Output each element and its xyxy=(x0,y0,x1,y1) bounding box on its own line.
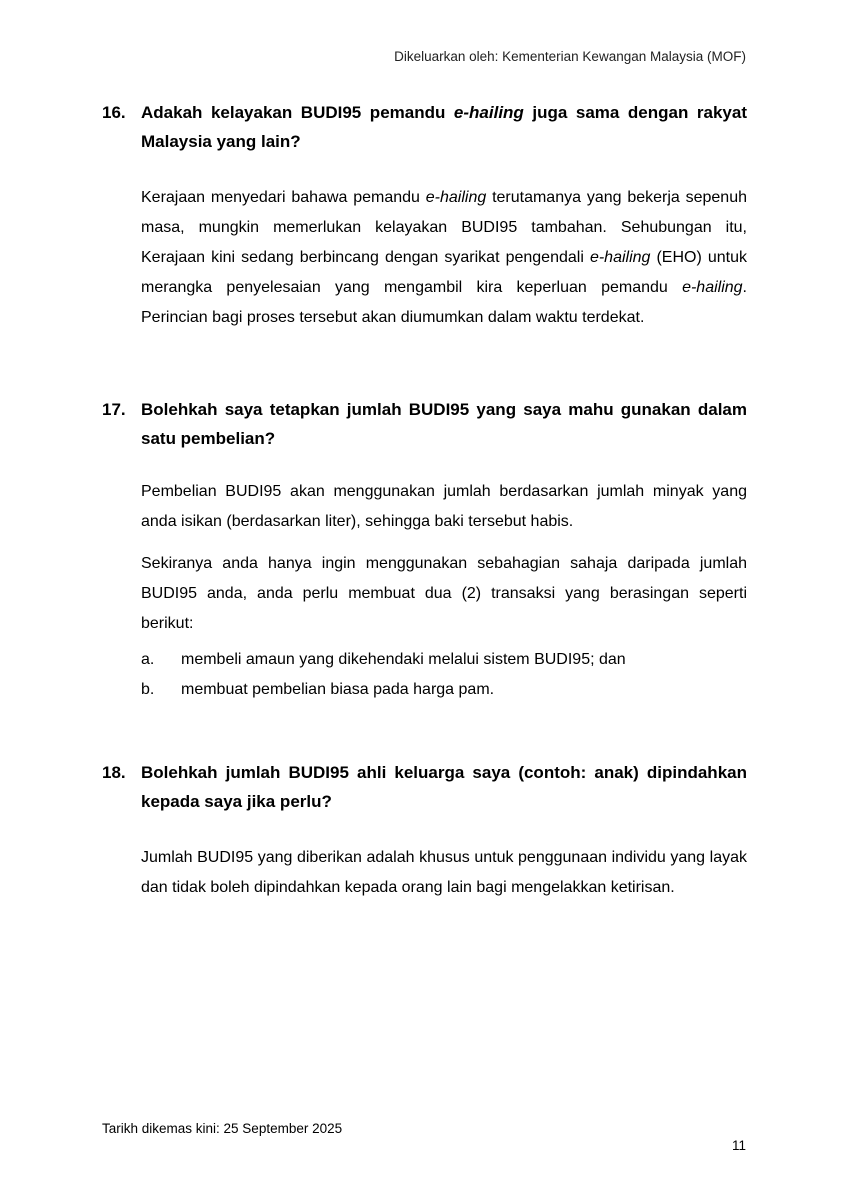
question-number: 17. xyxy=(102,400,126,419)
question-title xyxy=(102,758,747,816)
faq-question-18 xyxy=(102,758,747,903)
question-title xyxy=(102,395,747,453)
question-text-italic: e-hailing xyxy=(453,103,524,122)
answer-paragraph xyxy=(141,549,747,639)
answer-text: . Perincian bagi proses tersebut akan diumumkan dalam waktu terdekat. xyxy=(141,279,747,326)
issuer-header: Dikeluarkan oleh: Kementerian Kewangan Malaysia (MOF) xyxy=(394,49,746,64)
answer-text: terutamanya yang bekerja sepenuh masa, mungkin memerlukan kelayakan BUDI95 tambahan. Sehubungan itu, Kerajaan kini sedang berbincang dengan syarikat pengendali xyxy=(141,189,747,266)
last-updated-date: Tarikh dikemas kini: 25 September 2025 xyxy=(102,1121,343,1136)
question-text: Bolehkah saya tetapkan jumlah BUDI95 yang saya mahu gunakan dalam satu pembelian? xyxy=(141,400,747,448)
page-number: 11 xyxy=(731,1138,746,1153)
faq-question-16 xyxy=(102,98,747,333)
answer-paragraph xyxy=(141,477,747,537)
question-number: 16. xyxy=(102,103,126,122)
question-title xyxy=(102,98,747,156)
answer-paragraph xyxy=(141,843,747,903)
question-text-part: Adakah kelayakan BUDI95 pemandu xyxy=(141,103,454,122)
answer-text: Pembelian BUDI95 akan menggunakan jumlah berdasarkan jumlah minyak yang anda isikan (berdasarkan liter), sehingga baki tersebut habis. xyxy=(141,483,747,530)
question-text xyxy=(141,98,747,156)
list-marker: b. xyxy=(141,681,155,698)
answer-text: Kerajaan menyedari bahawa pemandu xyxy=(141,189,426,206)
answer-text-italic: e-hailing xyxy=(682,279,743,296)
answer-text: (EHO) untuk merangka penyelesaian yang mengambil kira keperluan pemandu xyxy=(141,249,748,296)
answer-text: Sekiranya anda hanya ingin menggunakan sebahagian sahaja daripada jumlah BUDI95 anda, anda perlu membuat dua (2) transaksi yang berasingan seperti berikut: xyxy=(141,555,747,632)
question-text: Bolehkah jumlah BUDI95 ahli keluarga saya (contoh: anak) dipindahkan kepada saya jika perlu? xyxy=(141,763,747,811)
list-item xyxy=(141,645,747,675)
list-marker: a. xyxy=(141,651,155,668)
faq-question-17 xyxy=(102,395,747,705)
list-text: membuat pembelian biasa pada harga pam. xyxy=(181,681,495,698)
answer-text-italic: e-hailing xyxy=(589,249,651,266)
list-text: membeli amaun yang dikehendaki melalui sistem BUDI95; dan xyxy=(181,651,626,668)
answer-text-italic: e-hailing xyxy=(425,189,487,206)
list-item xyxy=(141,675,747,705)
answer-list xyxy=(141,645,747,705)
answer-text: Jumlah BUDI95 yang diberikan adalah khusus untuk penggunaan individu yang layak dan tidak boleh dipindahkan kepada orang lain bagi mengelakkan ketirisan. xyxy=(141,849,747,896)
question-text-part: juga sama dengan rakyat Malaysia yang lain? xyxy=(141,103,747,151)
answer-paragraph xyxy=(141,183,747,333)
question-number: 18. xyxy=(102,763,126,782)
